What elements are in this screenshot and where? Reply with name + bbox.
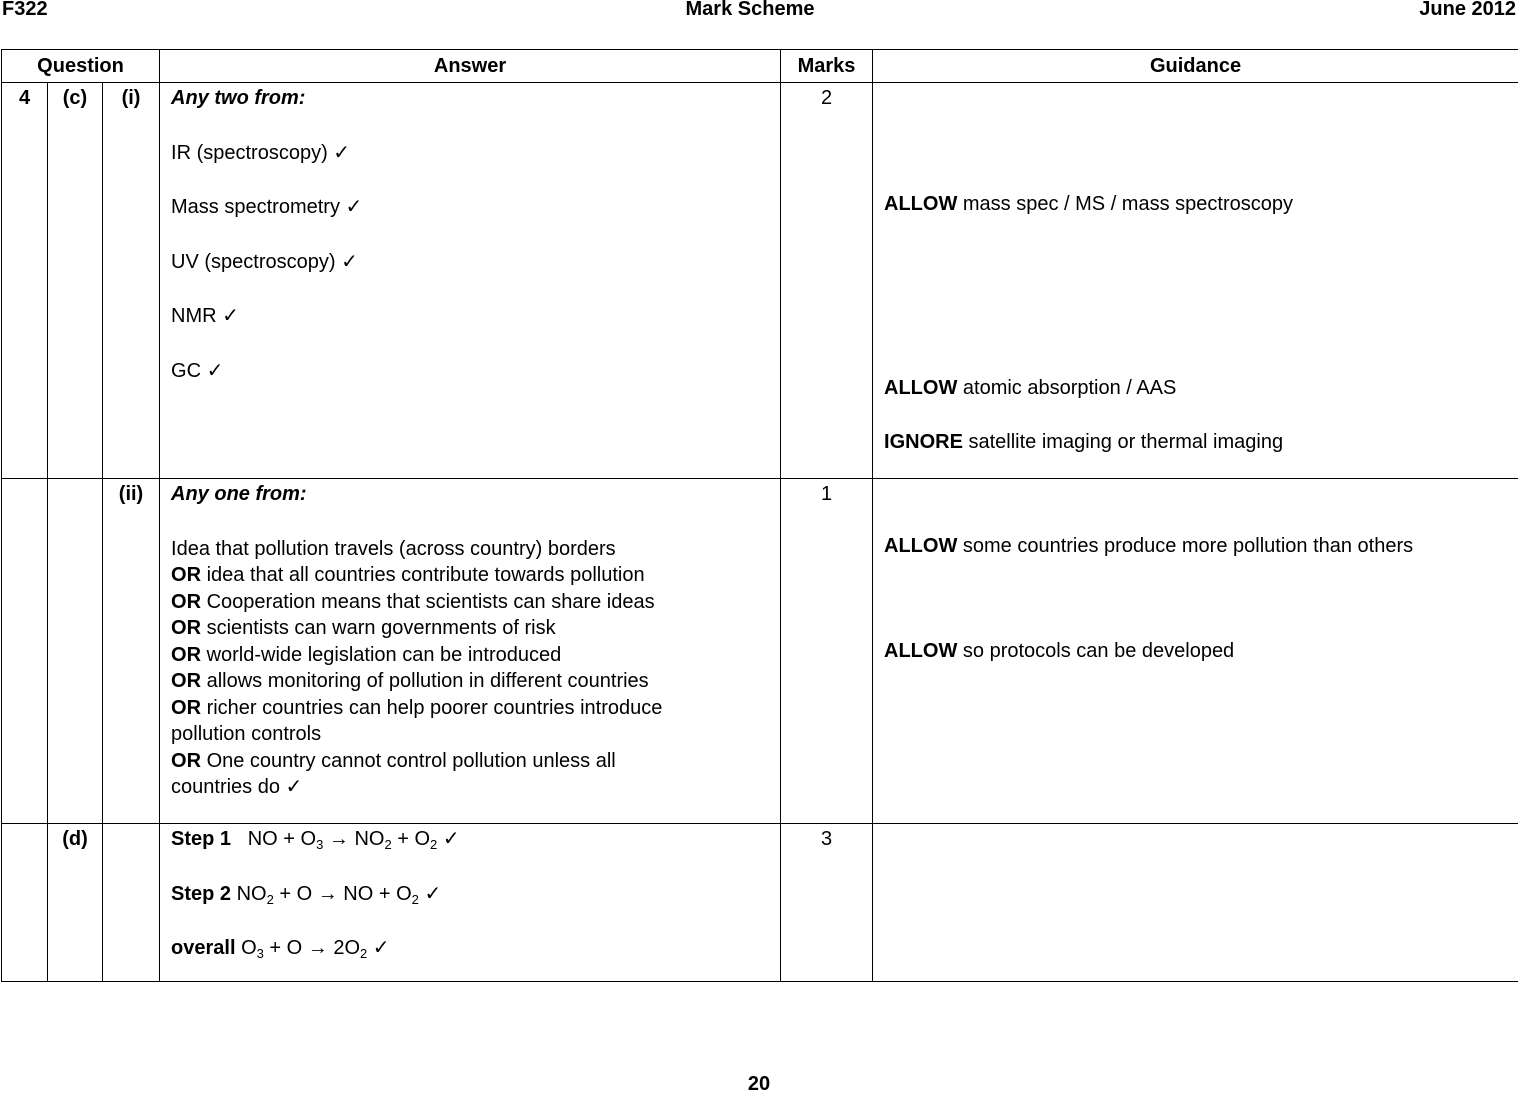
answer-option: OR idea that all countries contribute towards pollution <box>171 562 770 589</box>
answer-option: UV (spectroscopy) ✓ <box>171 249 770 276</box>
answer-option: IR (spectroscopy) ✓ <box>171 140 770 167</box>
equation-step-1: Step 1 NO + $O_3 \to NO_2 + O_2$ ✓ <box>171 826 770 853</box>
answer-option: GC ✓ <box>171 358 770 385</box>
guidance-cell <box>873 83 1518 479</box>
header-title: Mark Scheme <box>0 0 1500 21</box>
answer-option: OR allows monitoring of pollution in different countries <box>171 668 770 695</box>
marks-cell: 1 <box>781 479 873 824</box>
answer-option: NMR ✓ <box>171 303 770 330</box>
guidance-header: Guidance <box>873 50 1518 83</box>
guidance-line: ALLOW mass spec / MS / mass spectroscopy <box>884 191 1508 218</box>
table-header-row <box>2 50 1518 83</box>
answer-intro: Any two from: <box>171 85 770 112</box>
equation-overall: overall $O_3 + O \to 2O_2$ ✓ <box>171 935 770 962</box>
equation-step-2: Step 2 $NO_2 + O$ → NO + $O_2$ ✓ <box>171 881 770 908</box>
table-row <box>2 824 1518 982</box>
guidance-line: ALLOW some countries produce more pollution than others <box>884 533 1508 560</box>
question-part: (c) <box>48 83 103 479</box>
answer-option: OR richer countries can help poorer countries introduce pollution controls <box>171 695 741 748</box>
mark-scheme-table <box>1 49 1518 982</box>
table-row <box>2 479 1518 824</box>
answer-option: Idea that pollution travels (across country) borders <box>171 536 770 563</box>
answer-option: OR Cooperation means that scientists can share ideas <box>171 589 770 616</box>
question-header: Question <box>2 50 160 83</box>
guidance-cell <box>873 824 1518 982</box>
question-subpart: (ii) <box>103 479 160 824</box>
header-date: June 2012 <box>1419 0 1516 21</box>
marks-cell: 2 <box>781 83 873 479</box>
guidance-line: ALLOW so protocols can be developed <box>884 638 1508 665</box>
guidance-line: IGNORE satellite imaging or thermal imaging <box>884 429 1508 456</box>
marks-header: Marks <box>781 50 873 83</box>
question-subpart: (i) <box>103 83 160 479</box>
answer-cell <box>160 479 781 824</box>
guidance-cell <box>873 479 1518 824</box>
answer-cell <box>160 824 781 982</box>
answer-option: OR scientists can warn governments of risk <box>171 615 770 642</box>
question-number: 4 <box>2 83 48 479</box>
answer-intro: Any one from: <box>171 481 770 508</box>
answer-option: OR One country cannot control pollution unless all countries do ✓ <box>171 748 691 801</box>
page-number: 20 <box>0 1073 1518 1096</box>
marks-cell: 3 <box>781 824 873 982</box>
answer-option: Mass spectrometry ✓ <box>171 194 770 221</box>
header-code: F322 <box>2 0 48 21</box>
table-row <box>2 83 1518 479</box>
answer-option: OR world-wide legislation can be introduced <box>171 642 770 669</box>
guidance-line: ALLOW atomic absorption / AAS <box>884 375 1508 402</box>
question-part: (d) <box>48 824 103 982</box>
answer-cell <box>160 83 781 479</box>
answer-header: Answer <box>160 50 781 83</box>
